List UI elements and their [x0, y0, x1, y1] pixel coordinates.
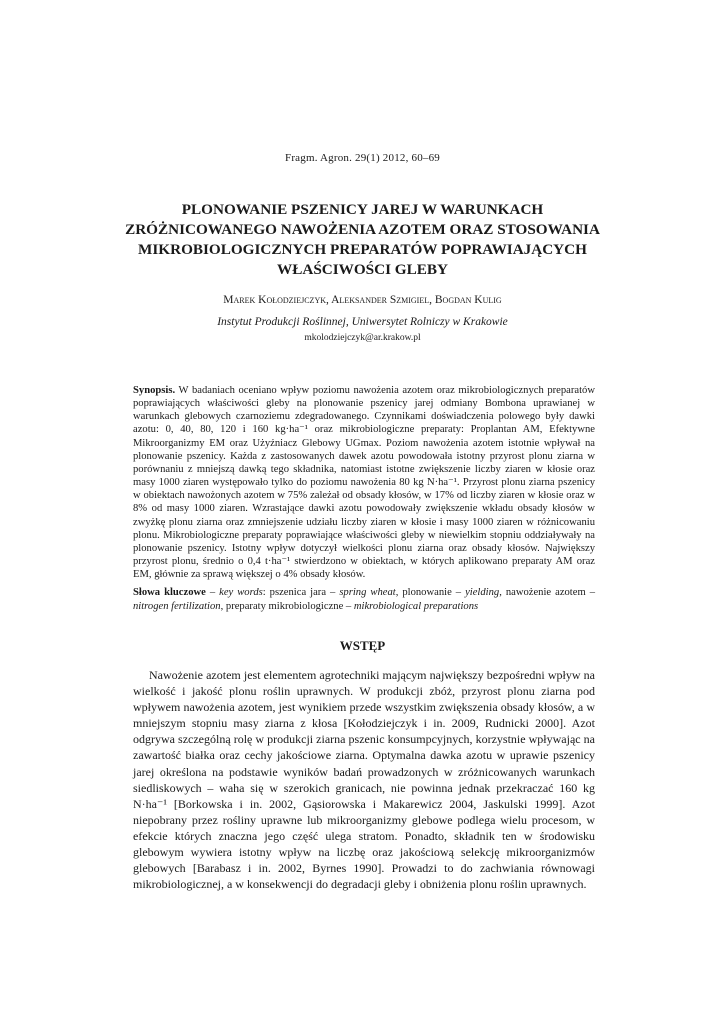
journal-citation: Fragm. Agron. 29(1) 2012, 60–69	[285, 152, 440, 164]
paper-title	[110, 200, 615, 280]
keywords-en-label: key words	[219, 587, 263, 598]
keywords-label: Słowa kluczowe	[133, 587, 206, 598]
keyword-en: yielding	[465, 587, 500, 598]
section-heading: WSTĘP	[339, 638, 386, 653]
title-line: ZRÓŻNICOWANEGO NAWOŻENIA AZOTEM ORAZ STOSOWANIA	[125, 221, 600, 238]
keywords-separator: –	[205, 587, 220, 598]
keyword-en: mikrobiological preparations	[353, 600, 479, 612]
abstract	[133, 384, 595, 581]
keywords	[133, 586, 595, 613]
abstract-text: W badaniach oceniano wpływ poziomu nawożenia azotem oraz mikrobiologicznych preparatów poprawiających właściwości gleby na plonowanie pszenicy jarej odmiany Bombona uprawianej w warunkach glebowych czarnoziemu zdegradowanego. Czynnikami doświadczenia polowego były dawki azotu: 0, 40, 80, 120 i 160 kg·ha⁻¹ oraz mikrobiologiczne preparaty: Proplantan AM, Efektywne Mikroorganizmy EM oraz Użyźniacz Glebowy UGmax. Poziom nawożenia azotem istotnie wpływał na plonowanie pszenicy. Każda z zastosowanych dawek azotu powodowała istotny przyrost plonu ziarna w porównaniu z mniejszą dawką tego składnika, natomiast istotne zwiększenie liczby ziaren w kłosie oraz masy 1000 ziaren występowało tylko do poziomu nawożenia 80 kg N·ha⁻¹. Przyrost plonu ziarna pszenicy w obiektach nawożonych azotem w 75% zależał od obsady kłosów, w 17% od liczby ziaren w kłosie oraz w 8% od masy 1000 ziaren. Wzrastające dawki azotu powodowały zwiększenie wkładu obsady kłosów w zwyżkę plonu ziarna oraz zmniejszenie udziału liczby ziaren w kłosie i masy 1000 ziaren w różnicowaniu plonu. Mikrobiologiczne preparaty poprawiające właściwości gleby w niewielkim stopniu oddziaływały na plonowanie pszenicy. Istotny wpływ dotyczył wielkości plonu ziarna oraz obsady kłosów. Największy przyrost plonu, średnio o 0,4 t·ha⁻¹ stwierdzono w obiektach, w których aplikowano preparaty AM oraz EM, głównie za sprawą większej o 4% obsady kłosów.	[133, 385, 595, 581]
authors: Marek Kołodziejczyk, Aleksander Szmigiel, Bogdan Kulig	[223, 294, 502, 306]
body-paragraph: Nawożenie azotem jest elementem agrotechniki mającym największy bezpośredni wpływ na wielkość i jakość plonu roślin uprawnych. W produkcji zbóż, przyrost plonu ziarna pod wpływem nawożenia azotem, jest wynikiem przede wszystkim zwiększenia obsady kłosów, a w mniejszym stopniu masy ziarna z kłosa [Kołodziejczyk i in. 2009, Rudnicki 2000]. Azot odgrywa szczególną rolę w produkcji ziarna pszenic konsumpcyjnych, korzystnie wpływając na zawartość białka oraz cechy jakościowe ziarna. Optymalna dawka azotu w uprawie pszenicy jarej określona na podstawie wyników badań prowadzonych w zróżnicowanych warunkach siedliskowych – waha się w szerokich granicach, nie powinna jednak przekraczać 160 kg N·ha⁻¹ [Borkowska i in. 2002, Gąsiorowska i Makarewicz 2004, Jaskulski 1999]. Azot niepobrany przez rośliny uprawne lub mikroorganizmy glebowe podlega wielu procesom, w efekcie których znaczna jego część ulega stratom. Ponadto, składnik ten w środowisku glebowym wywiera istotny wpływ na liczbę oraz jakościową selekcję mikroorganizmów glebowych [Barabasz i in. 2002, Byrnes 1990]. Prowadzi to do zachwiania równowagi mikrobiologicznej, a w konsekwencji do degradacji gleby i obniżenia plonu roślin uprawnych.	[133, 668, 595, 892]
keyword-en: nitrogen fertilization	[133, 600, 221, 612]
keyword-text: , plonowanie –	[395, 587, 466, 598]
keyword-en: spring wheat	[339, 587, 396, 598]
keyword-text: , preparaty mikrobiologiczne –	[220, 600, 354, 612]
keyword-text: , nawożenie azotem –	[499, 587, 595, 598]
affiliation: Instytut Produkcji Roślinnej, Uniwersytet Rolniczy w Krakowie	[217, 316, 508, 328]
title-line: PLONOWANIE PSZENICY JAREJ W WARUNKACH	[181, 201, 544, 218]
title-line: WŁAŚCIWOŚCI GLEBY	[277, 261, 448, 278]
keyword-text: : pszenica jara –	[262, 587, 340, 598]
abstract-label: Synopsis.	[133, 385, 176, 396]
title-line: MIKROBIOLOGICZNYCH PREPARATÓW POPRAWIAJĄCYCH	[138, 241, 587, 258]
author-email[interactable]: mkolodziejczyk@ar.krakow.pl	[304, 333, 421, 343]
